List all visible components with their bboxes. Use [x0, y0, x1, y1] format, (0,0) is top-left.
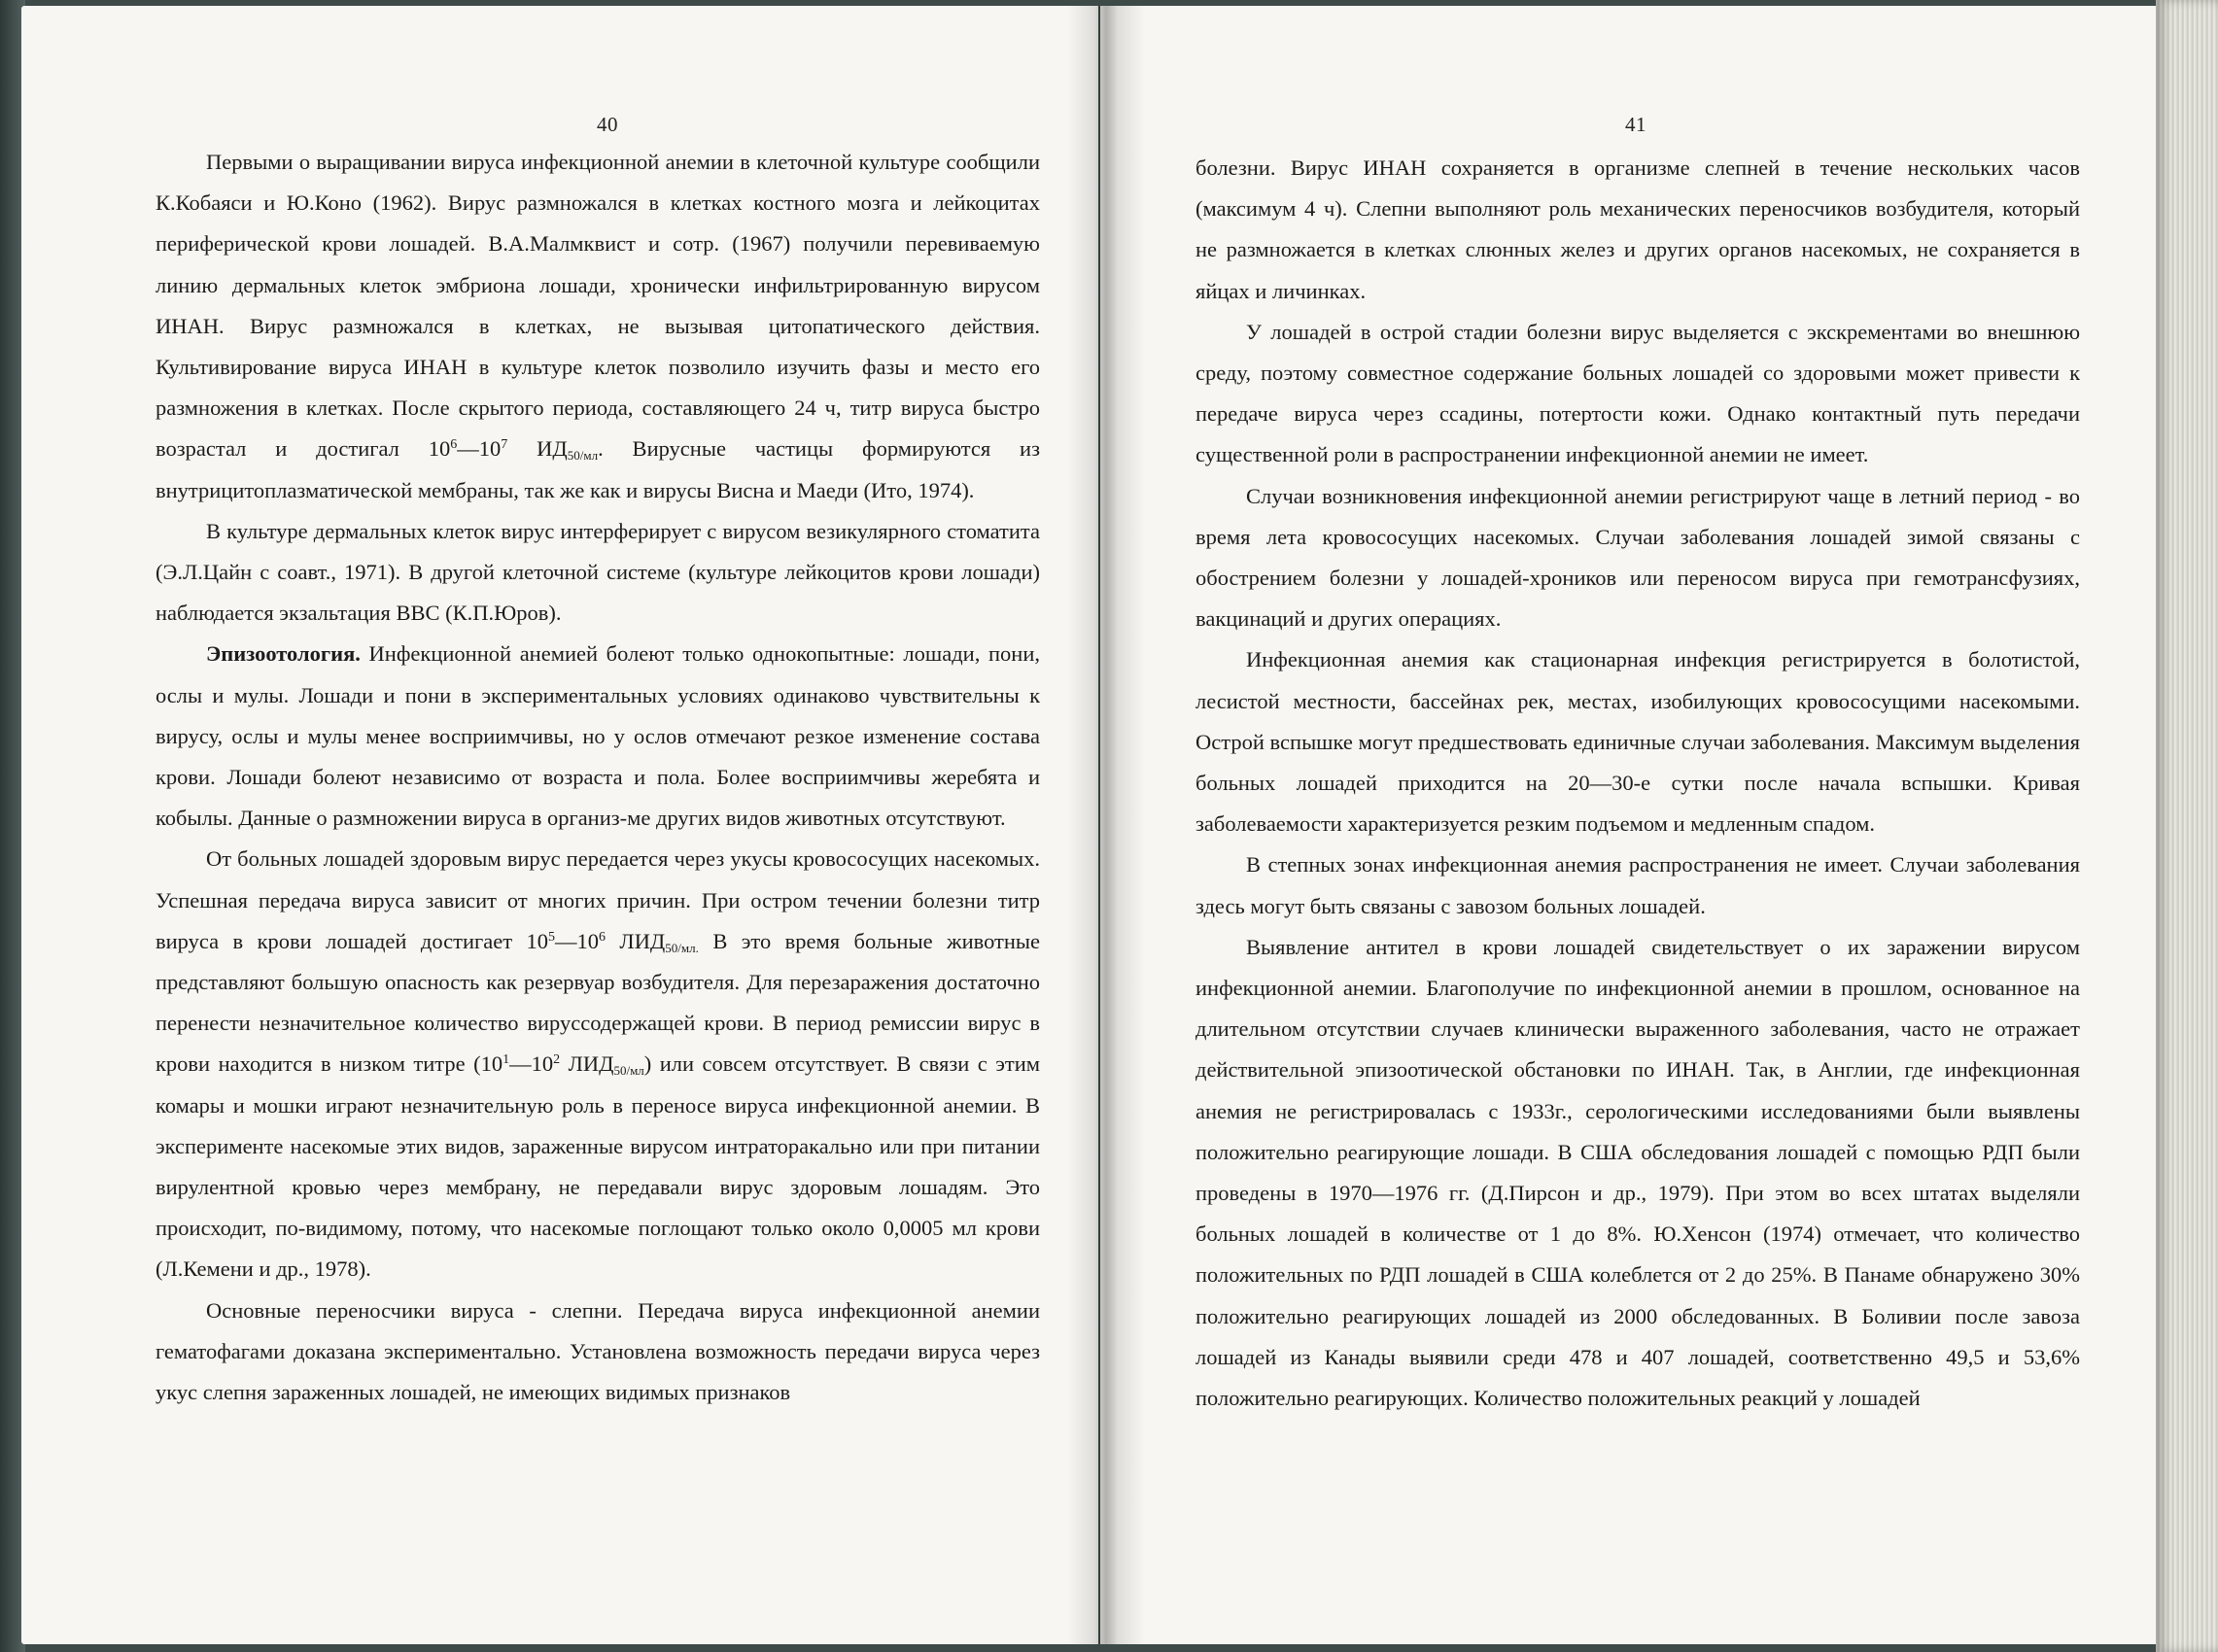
right-page [1100, 6, 2160, 1644]
paragraph: Случаи возникновения инфекционной анемии регистрируют чаще в летний период - во время лета кровососущих насекомых. Случаи заболевания лошадей зимой связаны с обострением болезни у лошадей-хроников или переносом вируса при гемотрансфузиях, вакцинаций и других операциях. [1196, 483, 2080, 632]
page-number-right: 41 [1625, 113, 1646, 136]
book-page-edges [2156, 0, 2218, 1652]
paragraph: Инфекционная анемия как стационарная инфекция регистрируется в болотистой, лесистой местности, бассейнах рек, местах, изобилующих кровососущими насекомыми. Острой вспышке могут предшествовать единичные случаи заболевания. Максимум выделения больных лошадей приходится на 20—30-е сутки после начала вспышки. Кривая заболеваемости характеризуется резким подъемом и медленным спадом. [1196, 647, 2080, 837]
paragraph: Первыми о выращивании вируса инфекционной анемии в клеточной культуре сообщили К.Кобаяси и Ю.Коно (1962). Вирус размножался в клетках костного мозга и лейкоцитах периферической крови лошадей. В.А.Малмквист и сотр. (1967) получили перевиваемую линию дермальных клеток эмбриона лошади, хронически инфильтрированную вирусом ИНАН. Вирус размножался в клетках, не вызывая цитопатического действия. Культивирование вируса ИНАН в культуре клеток позволило изучить фазы и место его размножения в клетках. После скрытого периода, составляющего 24 ч, титр вируса быстро возрастал и достигал $10^6—10^7$ $ИД_{50/мл}$. Вирусные частицы формируются из внутрицитоплазматической мембраны, так же как и вирусы Висна и Маеди (Ито, 1974). [156, 150, 1040, 502]
section-heading: Эпизоотология. [206, 641, 361, 667]
paragraph: В степных зонах инфекционная анемия распространения не имеет. Случаи заболевания здесь могут быть связаны с завозом больных лошадей. [1196, 852, 2080, 918]
right-page-text [1196, 148, 2080, 1419]
page-number-left: 40 [597, 113, 618, 136]
paragraph: В культуре дермальных клеток вирус интерферирует с вирусом везикулярного стоматита (Э.Л.Цайн с соавт., 1971). В другой клеточной системе (культуре лейкоцитов крови лошади) наблюдается экзальтация ВВС (К.П.Юров). [156, 518, 1040, 626]
paragraph: болезни. Вирус ИНАН сохраняется в организме слепней в течение нескольких часов (максимум 4 ч). Слепни выполняют роль механических переносчиков возбудителя, который не размножается в клетках слюнных желез и других органов насекомых, не сохраняется в яйцах и личинках. [1196, 155, 2080, 303]
left-page [21, 6, 1098, 1644]
paragraph: От больных лошадей здоровым вирус передается через укусы кровососущих насекомых. Успешная передача вируса зависит от многих причин. При остром течении болезни титр вируса в крови лошадей достигает $10^5—10^6$ $ЛИД_{50/мл.}$ В это время больные животные представляют большую опасность как резервуар возбудителя. Для перезаражения достаточно перенести незначительное количество вируссодержащей крови. В период ремиссии вирус в крови находится в низком титре ($10^1—10^2$ $ЛИД_{50/мл}$) или совсем отсутствует. В связи с этим комары и мошки играют незначительную роль в переносе вируса инфекционной анемии. В эксперименте насекомые этих видов, зараженные вирусом интраторакально или при питании вирулентной кровью через мембрану, не передавали вирус здоровым лошадям. Это происходит, по-видимому, потому, что насекомые поглощают только около 0,0005 мл крови (Л.Кемени и др., 1978). [156, 846, 1041, 1282]
paragraph: У лошадей в острой стадии болезни вирус выделяется с экскрементами во внешнюю среду, поэтому совместное содержание больных лошадей со здоровыми может привести к передаче вируса через ссадины, потертости кожи. Однако контактный путь передачи существенной роли в распространении инфекционной анемии не имеет. [1196, 319, 2080, 467]
paragraph: Выявление антител в крови лошадей свидетельствует о их заражении вирусом инфекционной анемии. Благополучие по инфекционной анемии в прошлом, основанное на длительном отсутствии случаев клинически выраженного заболевания, часто не отражает действительной эпизоотической обстановки по ИНАН. Так, в Англии, где инфекционная анемия не регистрировалась с 1933г., серологическими исследованиями были выявлены положительно реагирующие лошади. В США обследования лошадей с помощью РДП были проведены в 1970—1976 гг. (Д.Пирсон и др., 1979). При этом во всех штатах выделяли больных лошадей в количестве от 1 до 8%. Ю.Хенсон (1974) отмечает, что количество положительных по РДП лошадей в США колеблется от 2 до 25%. В Панаме обнаружено 30% положительно реагирующих лошадей из 2000 обследованных. В Боливии после завоза лошадей из Канады выявили среди 478 и 407 лошадей, соответственно 49,5 и 53,6% положительно реагирующих. Количество положительных реакций у лошадей [1196, 934, 2080, 1411]
paragraph: Эпизоотология. Инфекционной анемией болеют только однокопытные: лошади, пони, ослы и мулы. Лошади и пони в экспериментальных условиях одинаково чувствительны к вирусу, ослы и мулы менее восприимчивы, но у ослов отмечают резкое изменение состава крови. Лошади болеют независимо от возраста и пола. Более восприимчивы жеребята и кобылы. Данные о размножении вируса в организ-ме других видов животных отсутствуют. [156, 641, 1040, 831]
left-page-text [156, 142, 1040, 1413]
paragraph: Основные переносчики вируса - слепни. Передача вируса инфекционной анемии гематофагами доказана экспериментально. Установлена возможность передачи вируса через укус слепня зараженных лошадей, не имеющих видимых признаков [156, 1297, 1040, 1405]
